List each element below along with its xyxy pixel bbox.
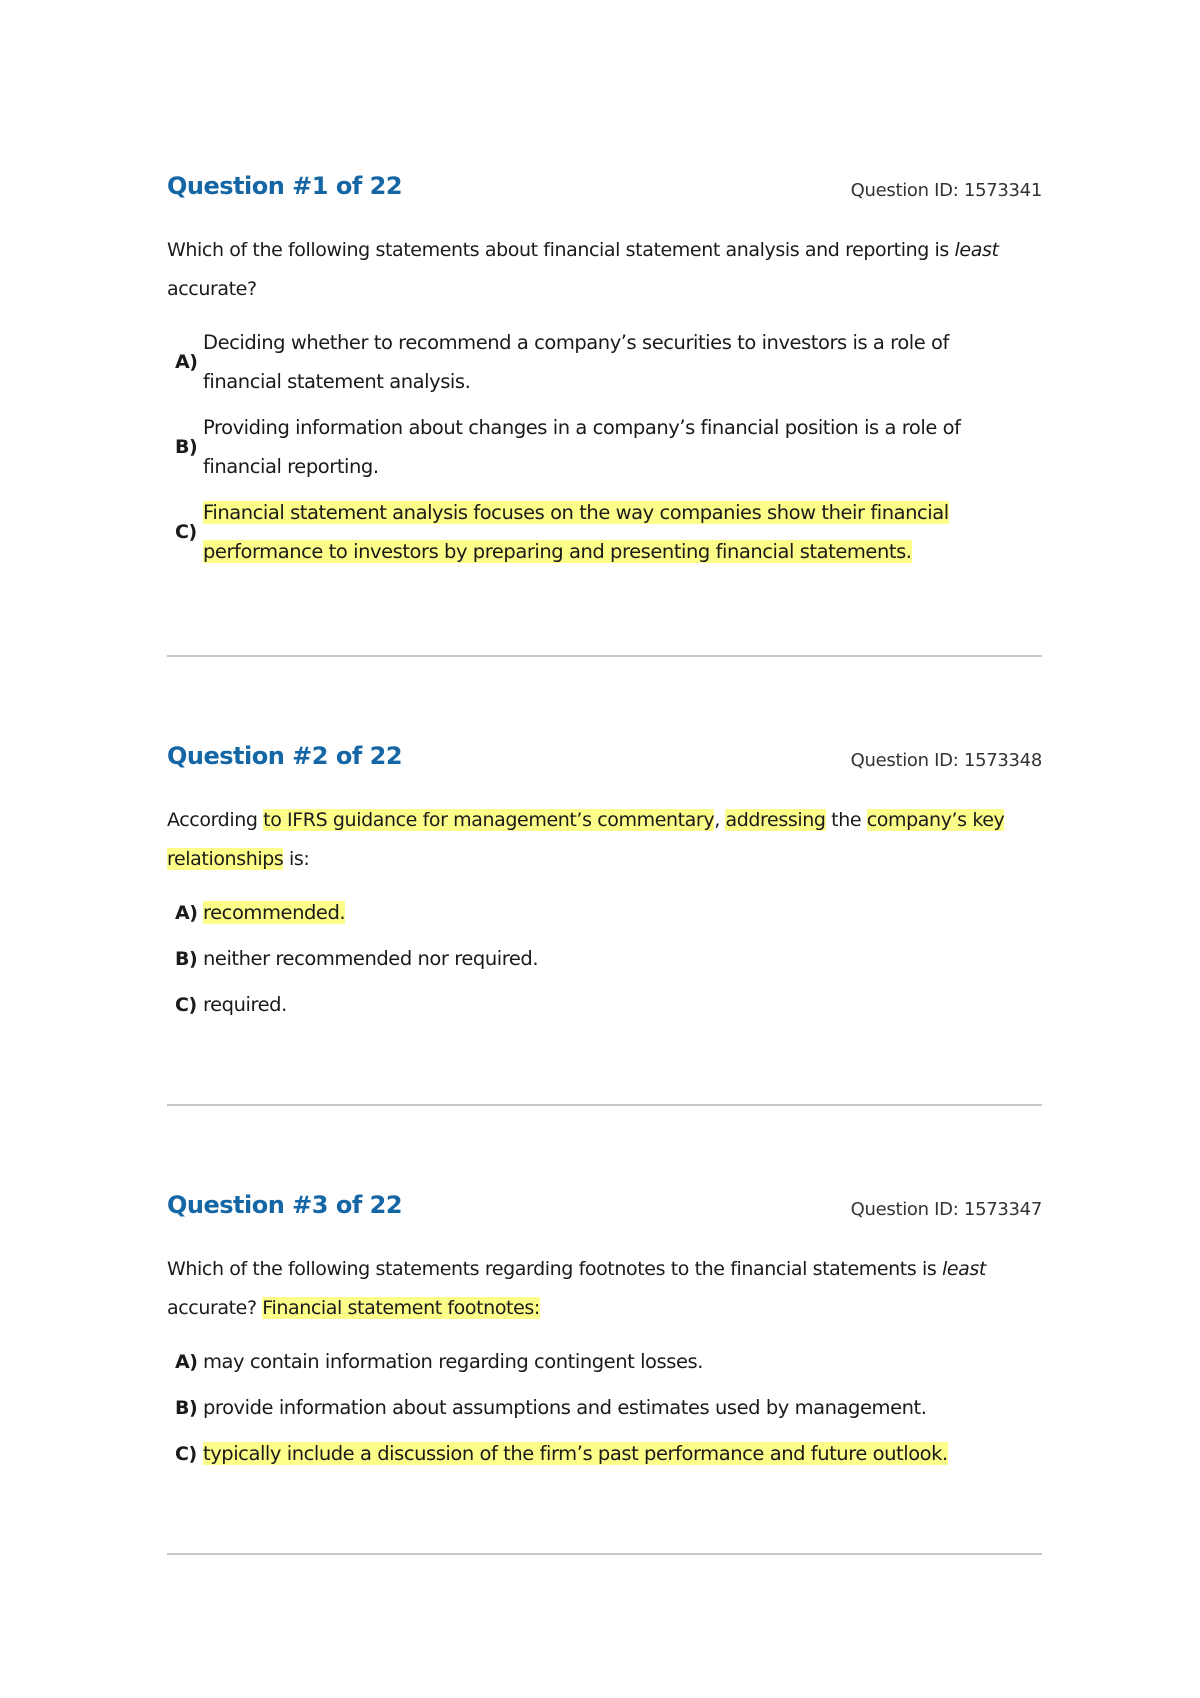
option-letter: A) [175, 351, 198, 373]
question-title: Question #2 of 22 [167, 742, 403, 770]
option-a[interactable] [167, 1342, 1042, 1381]
question-header [167, 1191, 1042, 1231]
option-text: may contain information regarding contingent losses. [203, 1350, 703, 1373]
option-letter: B) [175, 436, 198, 458]
option-letter: C) [175, 521, 197, 543]
answer-options [167, 1342, 1042, 1473]
stem-text: According [167, 809, 264, 831]
option-text: neither recommended nor required. [203, 947, 539, 970]
stem-emphasis: least [942, 1258, 986, 1280]
stem-highlight: company’s key relationships [167, 809, 1005, 870]
question-title: Question #1 of 22 [167, 172, 403, 200]
stem-text: the [825, 809, 867, 831]
question-id: Question ID: 1573341 [850, 180, 1042, 201]
question-divider [167, 655, 1042, 657]
option-a[interactable] [167, 893, 1042, 932]
stem-highlight: Financial statement footnotes: [262, 1297, 540, 1319]
stem-text: accurate? [167, 1297, 263, 1319]
question-id: Question ID: 1573347 [850, 1199, 1042, 1220]
option-text-highlighted: recommended. [203, 901, 346, 924]
option-text: Deciding whether to recommend a company’s securities to investors is a role of financial statement analysis. [203, 331, 949, 393]
option-letter: B) [175, 1396, 198, 1419]
option-letter: B) [175, 947, 198, 970]
option-text-wrap [203, 493, 1013, 571]
option-letter: A) [175, 1350, 198, 1373]
option-b[interactable] [167, 939, 1042, 978]
option-letter: A) [175, 901, 198, 924]
question-3 [167, 1191, 1042, 1480]
stem-highlight: to IFRS guidance for management’s commentary [263, 809, 715, 831]
stem-text: , [714, 809, 726, 831]
option-text: required. [203, 993, 287, 1016]
question-id: Question ID: 1573348 [850, 750, 1042, 771]
question-header [167, 172, 1042, 212]
option-a[interactable] [167, 323, 1042, 401]
option-text-wrap [203, 893, 1013, 932]
option-text-highlighted: Financial statement analysis focuses on the way companies show their financial performance to investors by preparing and presenting financial statements. [203, 501, 949, 563]
stem-text: Which of the following statements about financial statement analysis and reporting is [167, 239, 955, 261]
question-stem [167, 801, 1042, 879]
question-2 [167, 742, 1042, 1031]
option-b[interactable] [167, 1388, 1042, 1427]
question-stem [167, 231, 1042, 309]
answer-options [167, 893, 1042, 1024]
question-header [167, 742, 1042, 782]
option-text-highlighted: typically include a discussion of the firm’s past performance and future outlook. [203, 1442, 948, 1465]
question-title: Question #3 of 22 [167, 1191, 403, 1219]
stem-highlight: addressing [725, 809, 826, 831]
question-divider [167, 1104, 1042, 1106]
option-letter: C) [175, 993, 197, 1016]
option-text: provide information about assumptions and estimates used by management. [203, 1396, 927, 1419]
stem-text: accurate? [167, 278, 257, 300]
stem-text: Which of the following statements regarding footnotes to the financial statements is [167, 1258, 942, 1280]
question-divider [167, 1553, 1042, 1555]
option-c[interactable] [167, 493, 1042, 571]
option-b[interactable] [167, 408, 1042, 486]
option-c[interactable] [167, 1434, 1042, 1473]
question-stem [167, 1250, 1042, 1328]
option-letter: C) [175, 1442, 197, 1465]
option-c[interactable] [167, 985, 1042, 1024]
answer-options [167, 323, 1042, 571]
stem-text: is: [283, 848, 310, 870]
stem-emphasis: least [954, 239, 999, 261]
question-1 [167, 172, 1042, 578]
option-text-wrap [203, 1434, 1013, 1473]
option-text: Providing information about changes in a company’s financial position is a role of financial reporting. [203, 416, 961, 478]
